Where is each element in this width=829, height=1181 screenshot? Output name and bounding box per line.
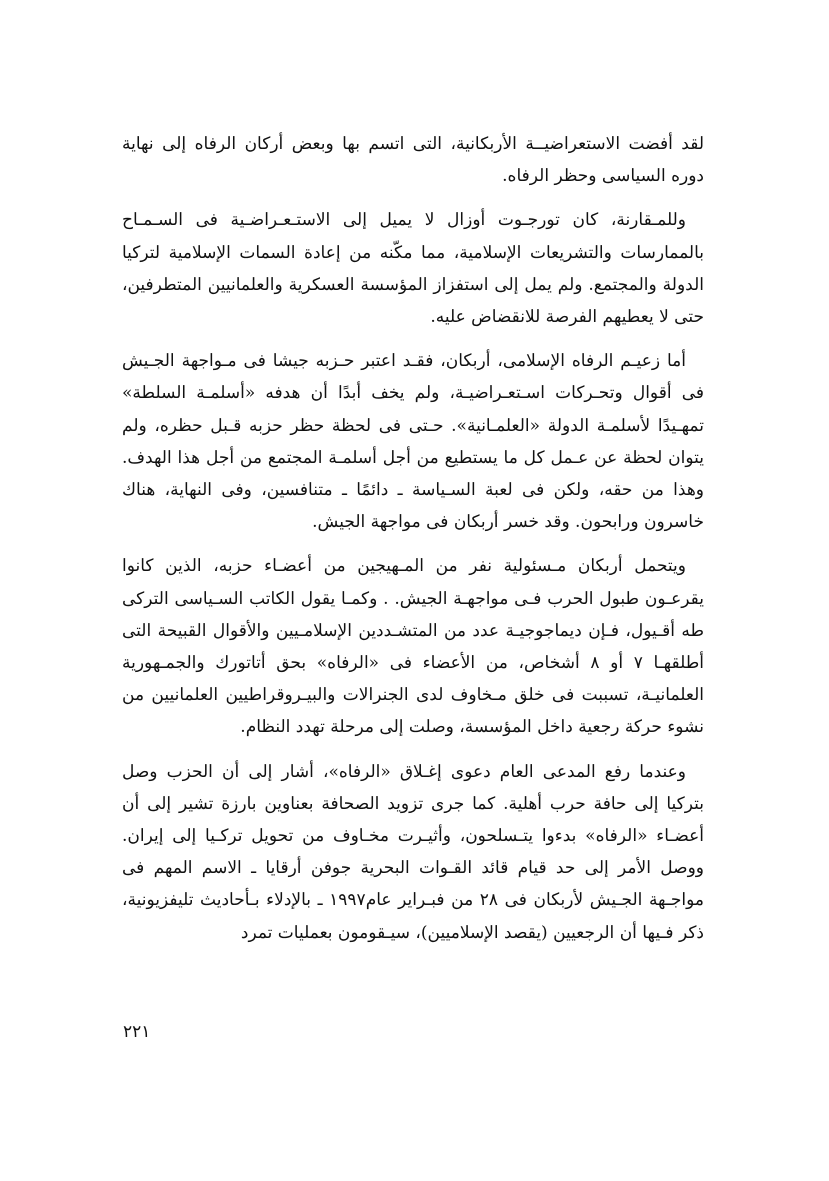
paragraph: وللمـقارنة، كان تورجـوت أوزال لا يميل إلى الاستـعـراضـية فى السـمـاح بالممارسات والتشريعات الإسلامية، مما مكّنه من إعادة السمات الإسلامية لتركيا الدولة والمجتمع. ولم يمل إلى استفزاز المؤسسة العسكرية والعلمانيين المتطرفين، حتى لا يعطيهم الفرصة للانقضاض عليه. [122, 210, 704, 328]
page-number: ٢٢١ [123, 1022, 151, 1042]
body-text [122, 128, 704, 961]
paragraph: أما زعيـم الرفاه الإسلامى، أربكان، فقـد اعتبر حـزبه جيشا فى مـواجهة الجـيش فى أقوال وتحـركات اسـتعـراضيـة، ولم يخف أبدًا أن هدفه «أسلمـة السلطة» تمهـيدًا لأسلمـة الدولة «العلمـانية». حـتى فى لحظة حظر حزبه قـبل حظره، ولم يتوان لحظة عن عـمل كل ما يستطيع من أجل أسلمـة المجتمع من أجل هذا الهدف. وهذا من حقه، ولكن فى لعبة السـياسة ـ دائمًا ـ متنافسين، وفى النهاية، هناك خاسرون ورابحون. وقد خسر أربكان فى مواجهة الجيش. [122, 351, 704, 533]
paragraph: وعندما رفع المدعى العام دعوى إغـلاق «الرفاه»، أشار إلى أن الحزب وصل بتركيا إلى حافة حرب أهلية. كما جرى تزويد الصحافة بعناوين بارزة تشير إلى أن أعضـاء «الرفاه» بدءوا يتـسلحون، وأثيـرت مخـاوف من تحويل تركـيا إلى إيران. ووصل الأمر إلى حد قيام قائد القـوات البحرية جوفن أرقايا ـ الاسم المهم فى مواجـهة الجـيش لأربكان فى ٢٨ من فبـراير عام١٩٩٧ ـ بالإدلاء بـأحاديث تليفزيونية، ذكر فـيها أن الرجعيين (يقصد الإسلاميين)، سيـقومون بعمليات تمرد [122, 761, 704, 943]
paragraph: ويتحمل أربكان مـسئولية نفر من المـهيجين من أعضـاء حزبه، الذين كانوا يقرعـون طبول الحرب فـى مواجهـة الجيش. . وكمـا يقول الكاتب السـياسى التركى طه أقـيول، فـإن ديماجوجيـة عدد من المتشـددين الإسلامـيين والأقوال القبيحة التى أطلقهـا ٧ أو ٨ أشخاص، من الأعضاء فى «الرفاه» بحق أتاتورك والجمـهورية العلمانيـة، تسببت فى خلق مـخاوف لدى الجنرالات والبيـروقراطيين العلمانيين من نشوء حركة رجعية داخل المؤسسة، وصلت إلى مرحلة تهدد النظام. [122, 556, 704, 738]
paragraph: لقد أفضت الاستعراضيــة الأربكانية، التى اتسم بها وبعض أركان الرفاه إلى نهاية دوره السياسى وحظر الرفاه. [122, 134, 704, 187]
